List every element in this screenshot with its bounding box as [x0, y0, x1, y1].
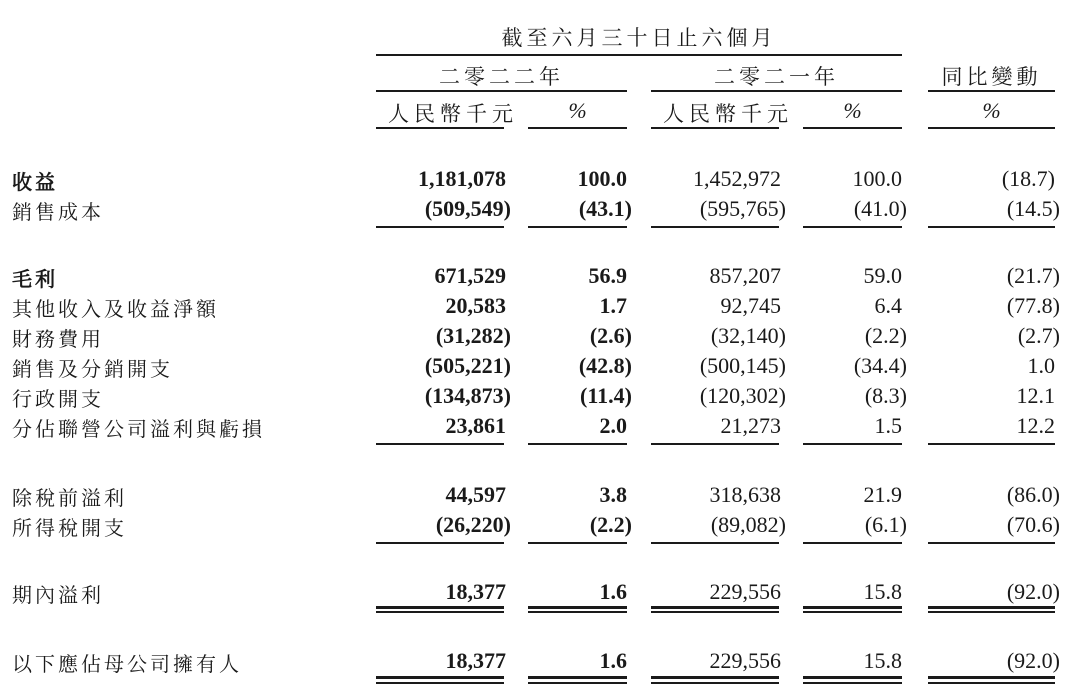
cell-yoy-pct: (92.0)	[1006, 579, 1060, 604]
row-label: 其他收入及收益淨額	[12, 297, 219, 321]
cell-2021-amount: (595,765)	[699, 196, 786, 221]
row-label: 行政開支	[12, 387, 104, 411]
cell-2022-amount: (31,282)	[435, 323, 511, 348]
year-2021-underline	[651, 90, 902, 92]
cell-yoy-pct: (18.7)	[1001, 166, 1055, 191]
double-rule	[651, 682, 779, 684]
subtotal-rule	[376, 226, 504, 228]
cell-2022-pct: 1.7	[599, 293, 627, 318]
cell-2022-pct: 1.6	[599, 648, 627, 673]
cell-yoy-pct: (77.8)	[1006, 293, 1060, 318]
double-rule	[928, 611, 1055, 613]
double-rule	[803, 676, 902, 679]
year-2022-underline	[376, 90, 627, 92]
cell-2022-amount: (26,220)	[435, 512, 511, 537]
cell-yoy-pct: 12.2	[1016, 413, 1055, 438]
subtotal-rule	[528, 542, 627, 544]
double-rule	[651, 676, 779, 679]
cell-yoy-pct: (92.0)	[1006, 648, 1060, 673]
cell-2021-amount: 229,556	[709, 648, 781, 673]
cell-2022-amount: 23,861	[445, 413, 506, 438]
cell-2021-amount: 318,638	[709, 482, 781, 507]
double-rule	[528, 682, 627, 684]
cell-2022-pct: (2.2)	[589, 512, 632, 537]
cell-2021-pct: (8.3)	[864, 383, 907, 408]
subheader-underline	[928, 127, 1055, 129]
cell-2021-amount: (89,082)	[710, 512, 786, 537]
subtotal-rule	[803, 443, 902, 445]
subtotal-rule	[928, 542, 1055, 544]
cell-2021-amount: 21,273	[720, 413, 781, 438]
subheader-underline	[803, 127, 902, 129]
cell-2021-pct: 100.0	[852, 166, 902, 191]
subtotal-rule	[376, 443, 504, 445]
cell-2022-pct: (11.4)	[580, 383, 632, 408]
rmb-header-2022: 人民幣千元	[388, 102, 518, 126]
cell-2022-pct: 1.6	[599, 579, 627, 604]
double-rule	[376, 676, 504, 679]
double-rule	[376, 682, 504, 684]
pct-header-yoy: %	[982, 98, 1001, 123]
row-label: 除稅前溢利	[12, 486, 127, 510]
subtotal-rule	[376, 542, 504, 544]
cell-2021-pct: 6.4	[874, 293, 902, 318]
cell-2022-pct: (42.8)	[578, 353, 632, 378]
cell-2022-amount: (134,873)	[424, 383, 511, 408]
row-label: 財務費用	[12, 327, 104, 351]
row-label: 收益	[12, 170, 58, 194]
cell-2022-pct: (2.6)	[589, 323, 632, 348]
cell-2021-pct: 15.8	[863, 579, 902, 604]
subheader-underline	[376, 127, 504, 129]
cell-2022-pct: 56.9	[588, 263, 627, 288]
subtotal-rule	[803, 542, 902, 544]
subtotal-rule	[651, 542, 779, 544]
row-label: 銷售及分銷開支	[12, 357, 173, 381]
row-label: 以下應佔母公司擁有人	[12, 652, 242, 676]
cell-2021-pct: (6.1)	[864, 512, 907, 537]
cell-yoy-pct: (70.6)	[1006, 512, 1060, 537]
cell-2021-amount: 1,452,972	[693, 166, 781, 191]
double-rule	[651, 606, 779, 609]
cell-2022-pct: 2.0	[599, 413, 627, 438]
subtotal-rule	[651, 443, 779, 445]
cell-2021-amount: (500,145)	[699, 353, 786, 378]
cell-2022-pct: 100.0	[577, 166, 627, 191]
period-header: 截至六月三十日止六個月	[501, 26, 777, 50]
subtotal-rule	[651, 226, 779, 228]
pct-header-2021: %	[843, 98, 862, 123]
cell-2022-amount: 20,583	[445, 293, 506, 318]
yoy-header: 同比變動	[941, 65, 1042, 89]
cell-2022-amount: 1,181,078	[418, 166, 506, 191]
cell-2022-amount: (505,221)	[424, 353, 511, 378]
cell-2021-amount: 229,556	[709, 579, 781, 604]
cell-2021-amount: (120,302)	[699, 383, 786, 408]
rmb-header-2021: 人民幣千元	[663, 102, 793, 126]
cell-yoy-pct: (14.5)	[1006, 196, 1060, 221]
subtotal-rule	[803, 226, 902, 228]
subtotal-rule	[928, 226, 1055, 228]
subtotal-rule	[528, 226, 627, 228]
row-label: 分佔聯營公司溢利與虧損	[12, 417, 265, 441]
cell-2022-pct: 3.8	[599, 482, 627, 507]
double-rule	[803, 606, 902, 609]
row-label: 銷售成本	[12, 200, 104, 224]
cell-2021-pct: (41.0)	[853, 196, 907, 221]
cell-2021-amount: 857,207	[709, 263, 781, 288]
cell-2021-pct: 59.0	[863, 263, 902, 288]
row-label: 毛利	[12, 267, 58, 291]
cell-yoy-pct: 1.0	[1027, 353, 1055, 378]
cell-2022-amount: 671,529	[434, 263, 506, 288]
cell-2021-pct: 15.8	[863, 648, 902, 673]
subheader-underline	[651, 127, 779, 129]
subheader-underline	[528, 127, 627, 129]
cell-2021-pct: 1.5	[874, 413, 902, 438]
pct-header-2022: %	[568, 98, 587, 123]
subtotal-rule	[528, 443, 627, 445]
cell-2021-pct: (2.2)	[864, 323, 907, 348]
cell-yoy-pct: 12.1	[1016, 383, 1055, 408]
period-header-underline	[376, 54, 902, 56]
double-rule	[928, 682, 1055, 684]
double-rule	[376, 611, 504, 613]
yoy-underline	[928, 90, 1055, 92]
cell-yoy-pct: (21.7)	[1006, 263, 1060, 288]
double-rule	[528, 611, 627, 613]
cell-2022-pct: (43.1)	[578, 196, 632, 221]
double-rule	[928, 606, 1055, 609]
cell-2022-amount: 44,597	[445, 482, 506, 507]
cell-2022-amount: 18,377	[445, 579, 506, 604]
double-rule	[528, 676, 627, 679]
cell-2021-amount: (32,140)	[710, 323, 786, 348]
year-2021-header: 二零二一年	[714, 65, 839, 89]
double-rule	[528, 606, 627, 609]
double-rule	[803, 682, 902, 684]
row-label: 所得稅開支	[12, 516, 127, 540]
double-rule	[651, 611, 779, 613]
double-rule	[928, 676, 1055, 679]
double-rule	[803, 611, 902, 613]
cell-2021-pct: 21.9	[863, 482, 902, 507]
cell-2022-amount: (509,549)	[424, 196, 511, 221]
cell-2021-amount: 92,745	[720, 293, 781, 318]
cell-2021-pct: (34.4)	[853, 353, 907, 378]
cell-yoy-pct: (2.7)	[1017, 323, 1060, 348]
year-2022-header: 二零二二年	[439, 65, 564, 89]
cell-2022-amount: 18,377	[445, 648, 506, 673]
cell-yoy-pct: (86.0)	[1006, 482, 1060, 507]
row-label: 期內溢利	[12, 583, 104, 607]
double-rule	[376, 606, 504, 609]
subtotal-rule	[928, 443, 1055, 445]
